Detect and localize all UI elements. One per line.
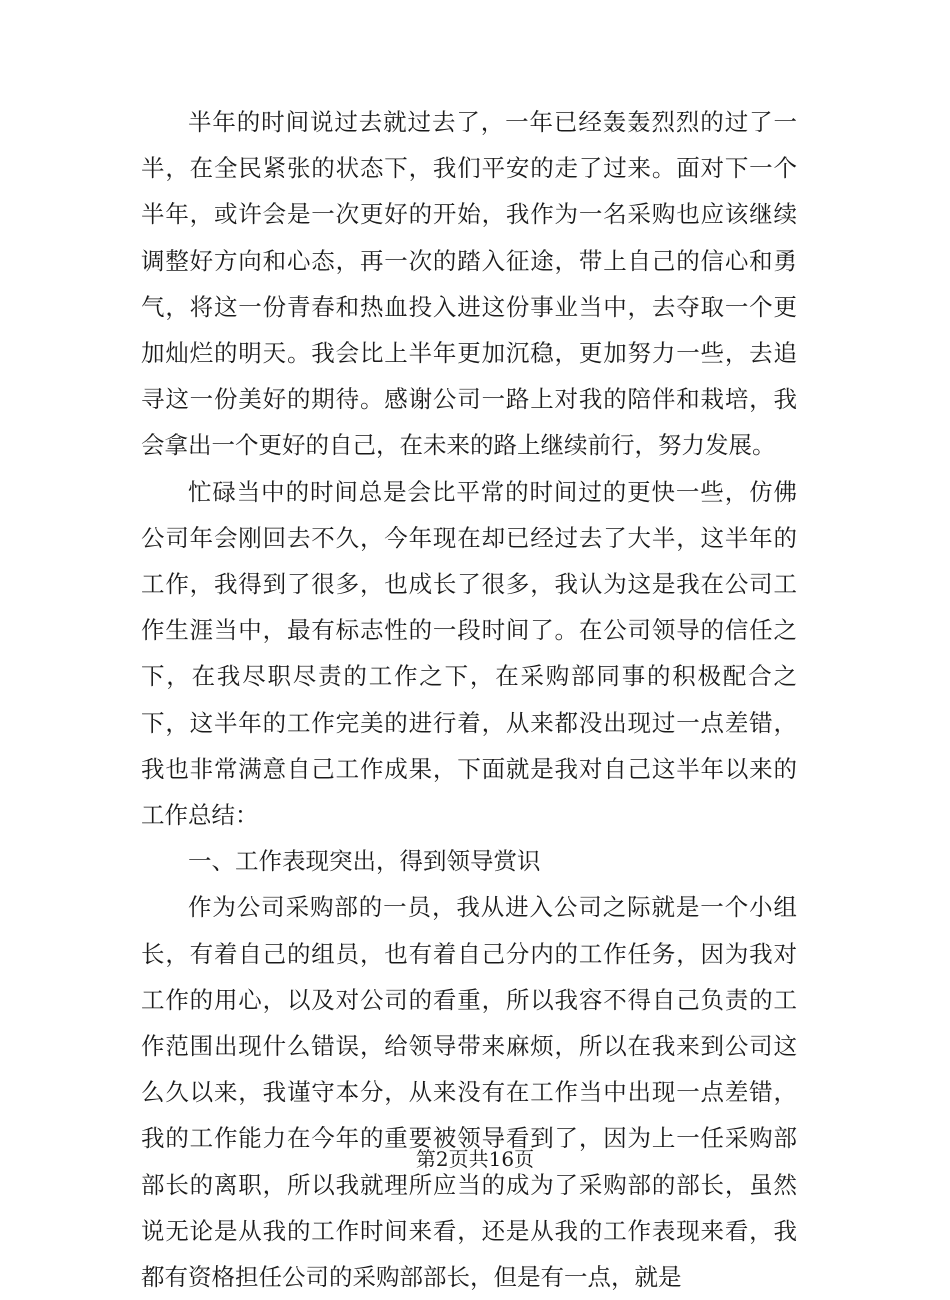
paragraph-2: 忙碌当中的时间总是会比平常的时间过的更快一些，仿佛公司年会刚回去不久，今年现在却已经过去了大半，这半年的工作，我得到了很多，也成长了很多，我认为这是我在公司工作生涯当中，最有标志性的一段时间了。在公司领导的信任之下，在我尽职尽责的工作之下，在采购部同事的积极配合之下，这半年的工作完美的进行着，从来都没出现过一点差错，我也非常满意自己工作成果，下面就是我对自己这半年以来的工作总结： [141,477,797,830]
paragraph-3: 作为公司采购部的一员，我从进入公司之际就是一个小组长，有着自己的组员，也有着自己分内的工作任务，因为我对工作的用心，以及对公司的看重，所以我容不得自己负责的工作范围出现什么错误，给领导带来麻烦，所以在我来到公司这么久以来，我谨守本分，从来没有在工作当中出现一点差错，我的工作能力在今年的重要被领导看到了，因为上一任采购部部长的离职，所以我就理所应当的成为了采购部的部长，虽然说无论是从我的工作时间来看，还是从我的工作表现来看，我都有资格担任公司的采购部部长，但是有一点，就是 [141,893,797,1292]
page-number-footer: 第2页共16页 [415,1147,535,1171]
paragraph-1: 半年的时间说过去就过去了，一年已经轰轰烈烈的过了一半，在全民紧张的状态下，我们平安的走了过来。面对下一个半年，或许会是一次更好的开始，我作为一名采购也应该继续调整好方向和心态，再一次的踏入征途，带上自己的信心和勇气，将这一份青春和热血投入进这份事业当中，去夺取一个更加灿烂的明天。我会比上半年更加沉稳，更加努力一些，去追寻这一份美好的期待。感谢公司一路上对我的陪伴和栽培，我会拿出一个更好的自己，在未来的路上继续前行，努力发展。 [141,108,797,460]
section-heading: 一、工作表现突出，得到领导赏识 [188,847,541,876]
document-body [141,99,797,1300]
